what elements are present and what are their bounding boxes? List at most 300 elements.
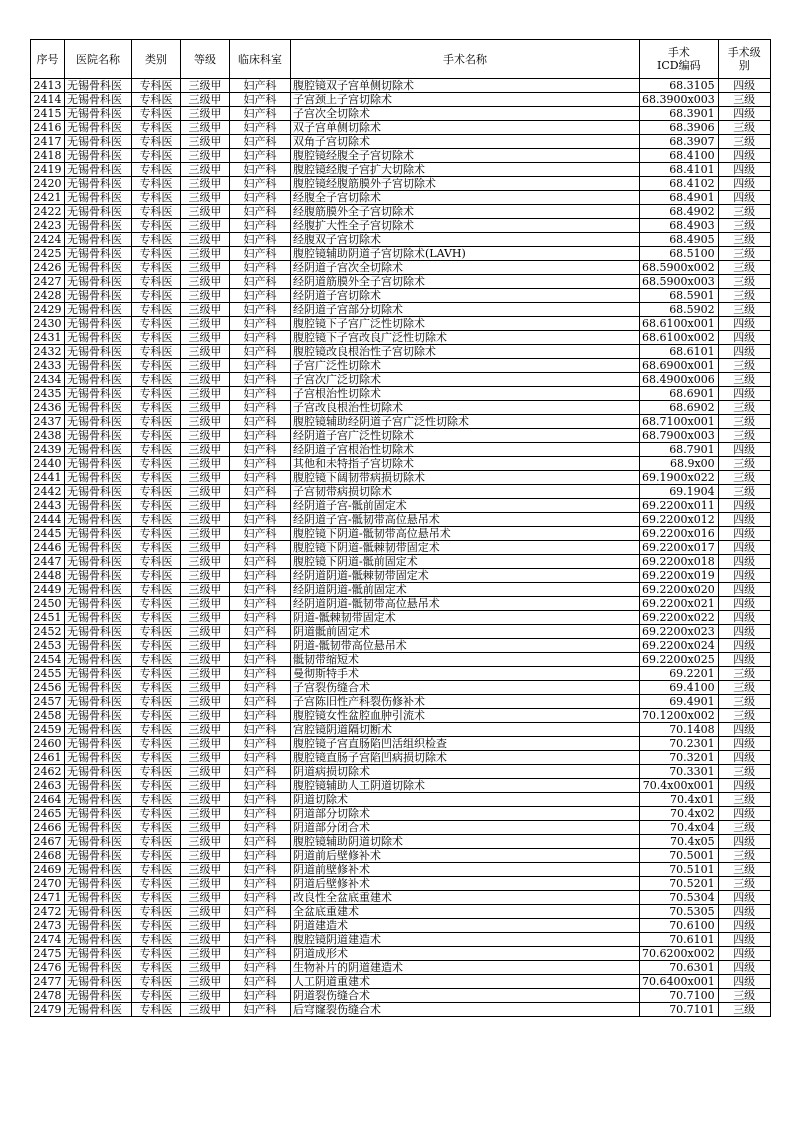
cell-category: 专科医 [132, 877, 181, 891]
cell-surgery-level: 四级 [718, 387, 770, 401]
cell-department: 妇产科 [230, 653, 291, 667]
cell-hospital: 无锡骨科医 [65, 821, 132, 835]
cell-icd-code: 68.4101 [640, 163, 719, 177]
cell-surgery-name: 腹腔镜经腹全子宫切除术 [291, 149, 640, 163]
cell-category: 专科医 [132, 695, 181, 709]
cell-surgery-level: 三级 [718, 401, 770, 415]
cell-icd-code: 69.2200x025 [640, 653, 719, 667]
cell-department: 妇产科 [230, 387, 291, 401]
table-row [31, 611, 771, 625]
cell-surgery-name: 腹腔镜辅助经阴道子宫广泛性切除术 [291, 415, 640, 429]
cell-grade: 三级甲 [181, 261, 230, 275]
cell-grade: 三级甲 [181, 737, 230, 751]
cell-surgery-level: 四级 [718, 947, 770, 961]
table-row [31, 709, 771, 723]
cell-department: 妇产科 [230, 779, 291, 793]
table-row [31, 527, 771, 541]
cell-grade: 三级甲 [181, 177, 230, 191]
cell-hospital: 无锡骨科医 [65, 709, 132, 723]
cell-hospital: 无锡骨科医 [65, 807, 132, 821]
cell-surgery-level: 四级 [718, 639, 770, 653]
cell-icd-code: 68.6900x001 [640, 359, 719, 373]
cell-hospital: 无锡骨科医 [65, 149, 132, 163]
cell-icd-code: 70.4x01 [640, 793, 719, 807]
cell-surgery-level: 三级 [718, 233, 770, 247]
cell-surgery-level: 四级 [718, 541, 770, 555]
cell-seq: 2454 [31, 653, 65, 667]
cell-surgery-level: 四级 [718, 317, 770, 331]
cell-hospital: 无锡骨科医 [65, 1003, 132, 1017]
cell-seq: 2428 [31, 289, 65, 303]
cell-surgery-level: 四级 [718, 611, 770, 625]
table-row [31, 429, 771, 443]
cell-grade: 三级甲 [181, 79, 230, 93]
cell-surgery-name: 经阴道筋膜外全子宫切除术 [291, 275, 640, 289]
cell-surgery-level: 四级 [718, 891, 770, 905]
cell-hospital: 无锡骨科医 [65, 261, 132, 275]
cell-surgery-name: 腹腔镜下阔韧带病损切除术 [291, 471, 640, 485]
table-row [31, 821, 771, 835]
cell-surgery-name: 腹腔镜下子宫改良广泛性切除术 [291, 331, 640, 345]
cell-hospital: 无锡骨科医 [65, 737, 132, 751]
table-row [31, 443, 771, 457]
table-row [31, 653, 771, 667]
cell-grade: 三级甲 [181, 597, 230, 611]
cell-hospital: 无锡骨科医 [65, 303, 132, 317]
cell-grade: 三级甲 [181, 527, 230, 541]
cell-hospital: 无锡骨科医 [65, 667, 132, 681]
cell-department: 妇产科 [230, 919, 291, 933]
cell-hospital: 无锡骨科医 [65, 289, 132, 303]
cell-grade: 三级甲 [181, 387, 230, 401]
cell-hospital: 无锡骨科医 [65, 457, 132, 471]
cell-department: 妇产科 [230, 1003, 291, 1017]
table-row [31, 849, 771, 863]
cell-surgery-level: 三级 [718, 135, 770, 149]
cell-department: 妇产科 [230, 807, 291, 821]
header-row [31, 40, 771, 79]
cell-hospital: 无锡骨科医 [65, 905, 132, 919]
table-row [31, 723, 771, 737]
cell-icd-code: 69.2200x023 [640, 625, 719, 639]
cell-seq: 2463 [31, 779, 65, 793]
cell-grade: 三级甲 [181, 373, 230, 387]
cell-department: 妇产科 [230, 359, 291, 373]
cell-grade: 三级甲 [181, 443, 230, 457]
cell-hospital: 无锡骨科医 [65, 863, 132, 877]
cell-seq: 2450 [31, 597, 65, 611]
cell-icd-code: 68.6101 [640, 345, 719, 359]
cell-hospital: 无锡骨科医 [65, 751, 132, 765]
cell-category: 专科医 [132, 611, 181, 625]
cell-department: 妇产科 [230, 527, 291, 541]
table-row [31, 177, 771, 191]
cell-department: 妇产科 [230, 149, 291, 163]
cell-surgery-name: 阴道骶前固定术 [291, 625, 640, 639]
table-row [31, 947, 771, 961]
table-row [31, 79, 771, 93]
cell-seq: 2413 [31, 79, 65, 93]
cell-seq: 2476 [31, 961, 65, 975]
cell-hospital: 无锡骨科医 [65, 499, 132, 513]
cell-surgery-level: 四级 [718, 919, 770, 933]
cell-surgery-level: 四级 [718, 653, 770, 667]
cell-surgery-name: 骶韧带缩短术 [291, 653, 640, 667]
cell-seq: 2425 [31, 247, 65, 261]
cell-grade: 三级甲 [181, 457, 230, 471]
cell-grade: 三级甲 [181, 583, 230, 597]
cell-surgery-name: 腹腔镜辅助阴道子宫切除术(LAVH) [291, 247, 640, 261]
cell-surgery-name: 阴道成形术 [291, 947, 640, 961]
cell-seq: 2446 [31, 541, 65, 555]
cell-surgery-name: 曼彻斯特手术 [291, 667, 640, 681]
cell-grade: 三级甲 [181, 191, 230, 205]
cell-category: 专科医 [132, 681, 181, 695]
cell-hospital: 无锡骨科医 [65, 205, 132, 219]
cell-seq: 2448 [31, 569, 65, 583]
cell-category: 专科医 [132, 765, 181, 779]
cell-surgery-level: 三级 [718, 415, 770, 429]
cell-surgery-level: 四级 [718, 583, 770, 597]
cell-icd-code: 68.4900x006 [640, 373, 719, 387]
cell-grade: 三级甲 [181, 247, 230, 261]
cell-surgery-name: 子宫陈旧性产科裂伤修补术 [291, 695, 640, 709]
cell-hospital: 无锡骨科医 [65, 485, 132, 499]
cell-icd-code: 70.4x00x001 [640, 779, 719, 793]
cell-seq: 2427 [31, 275, 65, 289]
cell-grade: 三级甲 [181, 793, 230, 807]
cell-icd-code: 70.6101 [640, 933, 719, 947]
cell-surgery-name: 腹腔镜女性盆腔血肿引流术 [291, 709, 640, 723]
cell-surgery-name: 阴道部分切除术 [291, 807, 640, 821]
cell-seq: 2422 [31, 205, 65, 219]
surgery-catalog-table [30, 39, 771, 1017]
table-row [31, 905, 771, 919]
cell-category: 专科医 [132, 429, 181, 443]
cell-department: 妇产科 [230, 947, 291, 961]
cell-hospital: 无锡骨科医 [65, 569, 132, 583]
cell-category: 专科医 [132, 933, 181, 947]
table-row [31, 191, 771, 205]
cell-category: 专科医 [132, 947, 181, 961]
cell-grade: 三级甲 [181, 499, 230, 513]
cell-surgery-name: 腹腔镜改良根治性子宫切除术 [291, 345, 640, 359]
cell-hospital: 无锡骨科医 [65, 135, 132, 149]
cell-hospital: 无锡骨科医 [65, 989, 132, 1003]
cell-icd-code: 70.6100 [640, 919, 719, 933]
cell-category: 专科医 [132, 149, 181, 163]
cell-hospital: 无锡骨科医 [65, 653, 132, 667]
cell-surgery-level: 三级 [718, 359, 770, 373]
cell-grade: 三级甲 [181, 681, 230, 695]
cell-category: 专科医 [132, 737, 181, 751]
cell-icd-code: 70.5304 [640, 891, 719, 905]
cell-icd-code: 68.4905 [640, 233, 719, 247]
cell-hospital: 无锡骨科医 [65, 639, 132, 653]
table-row [31, 793, 771, 807]
cell-icd-code: 69.2201 [640, 667, 719, 681]
cell-department: 妇产科 [230, 485, 291, 499]
cell-category: 专科医 [132, 415, 181, 429]
cell-category: 专科医 [132, 555, 181, 569]
cell-department: 妇产科 [230, 429, 291, 443]
cell-surgery-level: 三级 [718, 205, 770, 219]
cell-surgery-name: 经阴道子宫-骶前固定术 [291, 499, 640, 513]
table-row [31, 485, 771, 499]
cell-category: 专科医 [132, 121, 181, 135]
cell-grade: 三级甲 [181, 233, 230, 247]
cell-icd-code: 68.6100x001 [640, 317, 719, 331]
cell-surgery-name: 腹腔镜阴道建造术 [291, 933, 640, 947]
cell-seq: 2438 [31, 429, 65, 443]
cell-seq: 2460 [31, 737, 65, 751]
table-row [31, 471, 771, 485]
cell-surgery-name: 腹腔镜辅助阴道切除术 [291, 835, 640, 849]
cell-department: 妇产科 [230, 849, 291, 863]
cell-grade: 三级甲 [181, 541, 230, 555]
cell-seq: 2467 [31, 835, 65, 849]
cell-surgery-level: 三级 [718, 1003, 770, 1017]
cell-icd-code: 68.5900x003 [640, 275, 719, 289]
cell-seq: 2478 [31, 989, 65, 1003]
cell-grade: 三级甲 [181, 723, 230, 737]
cell-surgery-name: 双角子宫切除术 [291, 135, 640, 149]
cell-surgery-level: 四级 [718, 835, 770, 849]
cell-category: 专科医 [132, 1003, 181, 1017]
cell-surgery-name: 经阴道子宫-骶韧带高位悬吊术 [291, 513, 640, 527]
cell-surgery-level: 四级 [718, 807, 770, 821]
table-row [31, 415, 771, 429]
cell-icd-code: 68.4100 [640, 149, 719, 163]
table-row [31, 695, 771, 709]
cell-surgery-name: 经阴道子宫切除术 [291, 289, 640, 303]
cell-icd-code: 69.2200x022 [640, 611, 719, 625]
cell-icd-code: 69.2200x019 [640, 569, 719, 583]
cell-category: 专科医 [132, 821, 181, 835]
cell-icd-code: 70.4x04 [640, 821, 719, 835]
cell-surgery-name: 子宫裂伤缝合术 [291, 681, 640, 695]
cell-grade: 三级甲 [181, 653, 230, 667]
cell-department: 妇产科 [230, 961, 291, 975]
cell-surgery-level: 三级 [718, 121, 770, 135]
table-row [31, 737, 771, 751]
cell-category: 专科医 [132, 317, 181, 331]
header-grade: 等级 [181, 40, 230, 79]
cell-surgery-level: 三级 [718, 373, 770, 387]
cell-department: 妇产科 [230, 597, 291, 611]
cell-department: 妇产科 [230, 135, 291, 149]
cell-seq: 2431 [31, 331, 65, 345]
cell-department: 妇产科 [230, 541, 291, 555]
cell-grade: 三级甲 [181, 1003, 230, 1017]
cell-hospital: 无锡骨科医 [65, 471, 132, 485]
header-hospital: 医院名称 [65, 40, 132, 79]
cell-icd-code: 70.3201 [640, 751, 719, 765]
cell-hospital: 无锡骨科医 [65, 233, 132, 247]
cell-seq: 2432 [31, 345, 65, 359]
cell-surgery-level: 三级 [718, 219, 770, 233]
cell-category: 专科医 [132, 975, 181, 989]
cell-surgery-level: 三级 [718, 695, 770, 709]
cell-hospital: 无锡骨科医 [65, 961, 132, 975]
cell-category: 专科医 [132, 989, 181, 1003]
cell-surgery-name: 双子宫单侧切除术 [291, 121, 640, 135]
table-row [31, 919, 771, 933]
cell-category: 专科医 [132, 275, 181, 289]
table-row [31, 219, 771, 233]
cell-department: 妇产科 [230, 261, 291, 275]
cell-surgery-level: 三级 [718, 877, 770, 891]
cell-icd-code: 68.9x00 [640, 457, 719, 471]
cell-grade: 三级甲 [181, 611, 230, 625]
cell-grade: 三级甲 [181, 919, 230, 933]
cell-icd-code: 69.2200x021 [640, 597, 719, 611]
cell-category: 专科医 [132, 205, 181, 219]
cell-surgery-name: 生物补片的阴道建造术 [291, 961, 640, 975]
cell-seq: 2473 [31, 919, 65, 933]
table-row [31, 877, 771, 891]
cell-category: 专科医 [132, 569, 181, 583]
cell-surgery-level: 三级 [718, 989, 770, 1003]
cell-category: 专科医 [132, 891, 181, 905]
cell-seq: 2459 [31, 723, 65, 737]
cell-hospital: 无锡骨科医 [65, 933, 132, 947]
cell-surgery-level: 三级 [718, 863, 770, 877]
cell-category: 专科医 [132, 107, 181, 121]
cell-seq: 2471 [31, 891, 65, 905]
cell-grade: 三级甲 [181, 961, 230, 975]
cell-department: 妇产科 [230, 177, 291, 191]
cell-surgery-level: 三级 [718, 93, 770, 107]
cell-hospital: 无锡骨科医 [65, 877, 132, 891]
cell-hospital: 无锡骨科医 [65, 947, 132, 961]
cell-surgery-name: 全盆底重建术 [291, 905, 640, 919]
cell-surgery-level: 四级 [718, 625, 770, 639]
cell-surgery-level: 四级 [718, 961, 770, 975]
cell-grade: 三级甲 [181, 695, 230, 709]
cell-icd-code: 69.1900x022 [640, 471, 719, 485]
table-row [31, 583, 771, 597]
cell-icd-code: 68.5902 [640, 303, 719, 317]
cell-hospital: 无锡骨科医 [65, 611, 132, 625]
cell-surgery-level: 三级 [718, 275, 770, 289]
table-row [31, 387, 771, 401]
cell-surgery-level: 四级 [718, 597, 770, 611]
header-icd-code: 手术 ICD编码 [640, 40, 719, 79]
cell-department: 妇产科 [230, 79, 291, 93]
cell-grade: 三级甲 [181, 555, 230, 569]
cell-surgery-level: 四级 [718, 723, 770, 737]
cell-hospital: 无锡骨科医 [65, 79, 132, 93]
cell-hospital: 无锡骨科医 [65, 275, 132, 289]
cell-surgery-name: 改良性全盆底重建术 [291, 891, 640, 905]
cell-surgery-name: 阴道前壁修补术 [291, 863, 640, 877]
cell-icd-code: 69.2200x011 [640, 499, 719, 513]
cell-seq: 2441 [31, 471, 65, 485]
cell-category: 专科医 [132, 793, 181, 807]
header-surgery-name: 手术名称 [291, 40, 640, 79]
cell-grade: 三级甲 [181, 415, 230, 429]
table-row [31, 205, 771, 219]
cell-surgery-name: 阴道裂伤缝合术 [291, 989, 640, 1003]
cell-seq: 2474 [31, 933, 65, 947]
table-row [31, 625, 771, 639]
table-row [31, 331, 771, 345]
cell-category: 专科医 [132, 863, 181, 877]
cell-surgery-name: 腹腔镜下阴道-骶前固定术 [291, 555, 640, 569]
cell-seq: 2449 [31, 583, 65, 597]
cell-surgery-level: 三级 [718, 429, 770, 443]
cell-seq: 2439 [31, 443, 65, 457]
cell-seq: 2472 [31, 905, 65, 919]
cell-department: 妇产科 [230, 121, 291, 135]
header-seq: 序号 [31, 40, 65, 79]
cell-category: 专科医 [132, 583, 181, 597]
cell-surgery-level: 四级 [718, 569, 770, 583]
cell-category: 专科医 [132, 373, 181, 387]
cell-seq: 2456 [31, 681, 65, 695]
cell-surgery-level: 四级 [718, 191, 770, 205]
cell-seq: 2458 [31, 709, 65, 723]
cell-department: 妇产科 [230, 639, 291, 653]
cell-surgery-level: 三级 [718, 793, 770, 807]
cell-category: 专科医 [132, 751, 181, 765]
cell-surgery-level: 三级 [718, 681, 770, 695]
cell-surgery-name: 子宫韧带病损切除术 [291, 485, 640, 499]
cell-seq: 2466 [31, 821, 65, 835]
cell-surgery-name: 阴道病损切除术 [291, 765, 640, 779]
cell-seq: 2451 [31, 611, 65, 625]
cell-surgery-level: 四级 [718, 933, 770, 947]
cell-hospital: 无锡骨科医 [65, 681, 132, 695]
cell-hospital: 无锡骨科医 [65, 583, 132, 597]
cell-seq: 2455 [31, 667, 65, 681]
cell-surgery-level: 三级 [718, 471, 770, 485]
cell-icd-code: 68.7901 [640, 443, 719, 457]
cell-surgery-level: 三级 [718, 765, 770, 779]
cell-hospital: 无锡骨科医 [65, 219, 132, 233]
table-row [31, 233, 771, 247]
cell-surgery-level: 四级 [718, 779, 770, 793]
cell-department: 妇产科 [230, 471, 291, 485]
cell-hospital: 无锡骨科医 [65, 849, 132, 863]
cell-surgery-name: 子宫次全切除术 [291, 107, 640, 121]
cell-icd-code: 70.6301 [640, 961, 719, 975]
table-row [31, 261, 771, 275]
cell-category: 专科医 [132, 667, 181, 681]
cell-icd-code: 68.5901 [640, 289, 719, 303]
cell-seq: 2477 [31, 975, 65, 989]
cell-seq: 2464 [31, 793, 65, 807]
cell-hospital: 无锡骨科医 [65, 625, 132, 639]
cell-surgery-name: 经阴道子宫次全切除术 [291, 261, 640, 275]
cell-icd-code: 68.4901 [640, 191, 719, 205]
table-row [31, 569, 771, 583]
cell-surgery-name: 经阴道子宫根治性切除术 [291, 443, 640, 457]
cell-department: 妇产科 [230, 93, 291, 107]
cell-hospital: 无锡骨科医 [65, 527, 132, 541]
table-row [31, 373, 771, 387]
cell-surgery-name: 经阴道阴道-骶韧带高位悬吊术 [291, 597, 640, 611]
cell-category: 专科医 [132, 709, 181, 723]
cell-category: 专科医 [132, 93, 181, 107]
cell-seq: 2461 [31, 751, 65, 765]
cell-surgery-name: 经阴道子宫部分切除术 [291, 303, 640, 317]
cell-surgery-level: 四级 [718, 527, 770, 541]
cell-category: 专科医 [132, 163, 181, 177]
cell-category: 专科医 [132, 443, 181, 457]
cell-surgery-level: 三级 [718, 289, 770, 303]
